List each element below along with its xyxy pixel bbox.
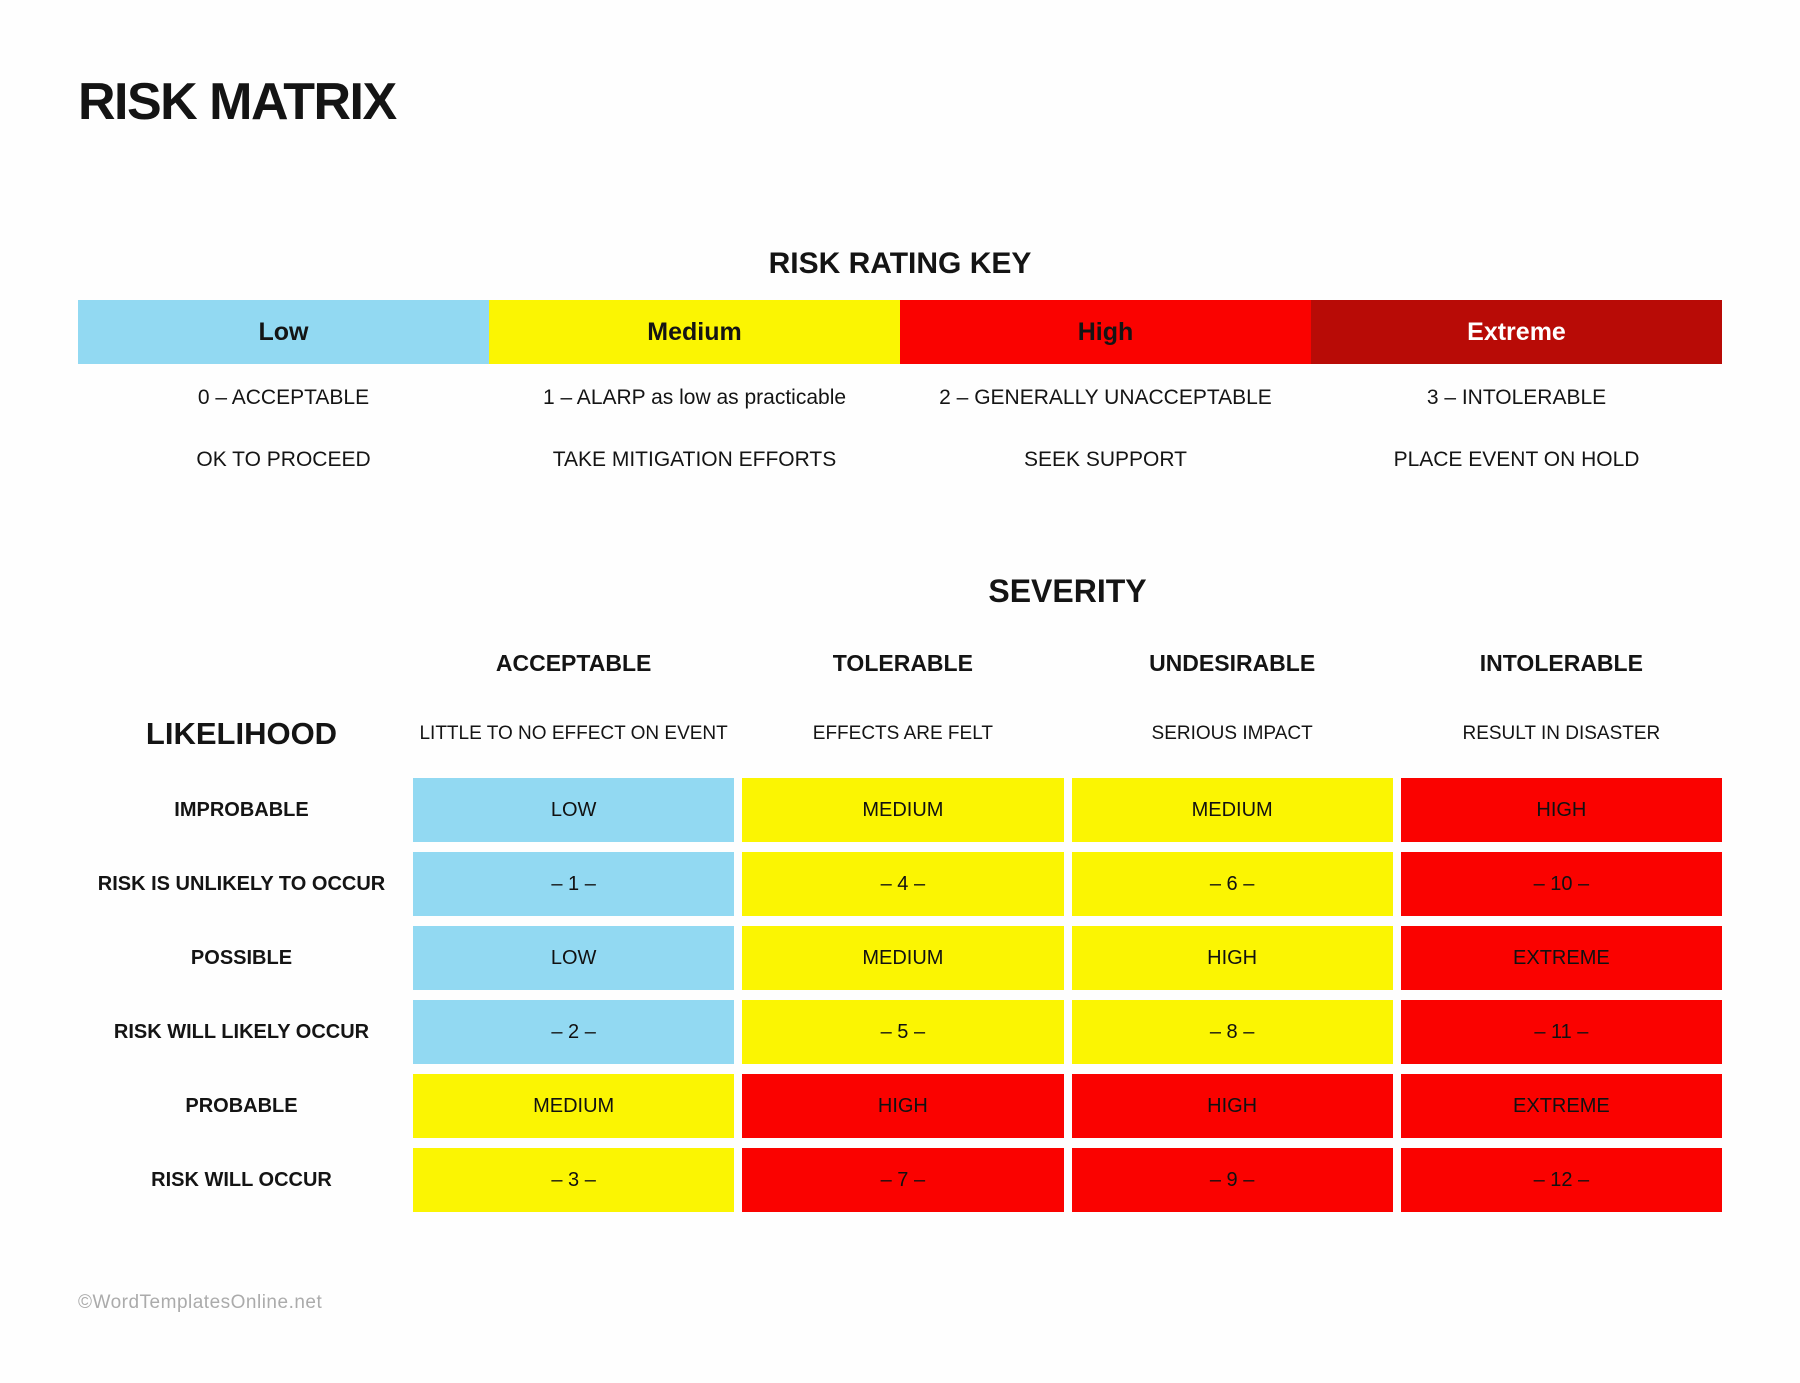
key-cell-medium: Medium	[489, 300, 900, 364]
row-label: RISK WILL LIKELY OCCUR	[113, 1020, 370, 1043]
matrix-cell: EXTREME	[1401, 1074, 1722, 1138]
matrix-cell: – 7 –	[742, 1148, 1063, 1212]
key-cell-low: Low	[78, 300, 489, 364]
severity-description-row	[78, 716, 1722, 752]
matrix-cell: – 4 –	[742, 852, 1063, 916]
severity-column-header-acceptable: ACCEPTABLE	[495, 650, 652, 676]
severity-heading: SEVERITY	[988, 573, 1147, 609]
matrix-cell: MEDIUM	[742, 926, 1063, 990]
matrix-cell: HIGH	[1072, 926, 1393, 990]
header-spacer	[78, 650, 405, 676]
matrix-cell: – 9 –	[1072, 1148, 1393, 1212]
matrix-cell: – 11 –	[1401, 1000, 1722, 1064]
matrix-cell: LOW	[413, 926, 734, 990]
severity-column-description-acceptable: LITTLE TO NO EFFECT ON EVENT	[419, 723, 728, 744]
matrix-cell: – 8 –	[1072, 1000, 1393, 1064]
key-rating-medium: 1 – ALARP as low as practicable	[542, 386, 847, 409]
rating-key-ratings-row	[78, 386, 1722, 410]
key-rating-high: 2 – GENERALLY UNACCEPTABLE	[939, 386, 1272, 409]
matrix-cell: EXTREME	[1401, 926, 1722, 990]
likelihood-heading: LIKELIHOOD	[145, 716, 338, 751]
key-action-extreme: PLACE EVENT ON HOLD	[1393, 448, 1640, 471]
matrix-cell: MEDIUM	[742, 778, 1063, 842]
page-title: RISK MATRIX	[78, 73, 396, 131]
severity-column-header-tolerable: TOLERABLE	[832, 650, 973, 676]
severity-column-description-undesirable: SERIOUS IMPACT	[1151, 723, 1313, 744]
rating-key-heading: RISK RATING KEY	[768, 247, 1032, 280]
rating-key-bar	[78, 300, 1722, 364]
matrix-cell: MEDIUM	[413, 1074, 734, 1138]
matrix-cell: LOW	[413, 778, 734, 842]
matrix-cell: – 2 –	[413, 1000, 734, 1064]
key-rating-low: 0 – ACCEPTABLE	[197, 386, 370, 409]
row-label: PROBABLE	[185, 1094, 298, 1117]
severity-header-row	[78, 650, 1722, 676]
key-cell-extreme: Extreme	[1311, 300, 1722, 364]
watermark: ©WordTemplatesOnline.net	[78, 1292, 323, 1313]
matrix-cell: MEDIUM	[1072, 778, 1393, 842]
severity-column-header-undesirable: UNDESIRABLE	[1149, 650, 1316, 676]
severity-column-description-tolerable: EFFECTS ARE FELT	[812, 723, 993, 744]
row-label: POSSIBLE	[190, 946, 293, 969]
matrix-cell: – 1 –	[413, 852, 734, 916]
key-cell-high: High	[900, 300, 1311, 364]
row-label: RISK WILL OCCUR	[151, 1168, 332, 1191]
matrix-cell: HIGH	[742, 1074, 1063, 1138]
matrix-cell: – 6 –	[1072, 852, 1393, 916]
key-action-low: OK TO PROCEED	[196, 448, 371, 471]
key-action-medium: TAKE MITIGATION EFFORTS	[552, 448, 837, 471]
row-label: IMPROBABLE	[174, 798, 309, 821]
key-rating-extreme: 3 – INTOLERABLE	[1426, 386, 1607, 409]
matrix-cell: HIGH	[1401, 778, 1722, 842]
severity-column-header-intolerable: INTOLERABLE	[1479, 650, 1643, 676]
matrix-cell: – 3 –	[413, 1148, 734, 1212]
severity-matrix-section	[78, 572, 1722, 1212]
risk-grid	[78, 778, 1722, 1212]
matrix-cell: – 10 –	[1401, 852, 1722, 916]
row-label: RISK IS UNLIKELY TO OCCUR	[97, 872, 386, 895]
risk-rating-key-section	[78, 246, 1722, 472]
matrix-cell: – 12 –	[1401, 1148, 1722, 1212]
key-action-high: SEEK SUPPORT	[1024, 448, 1187, 471]
rating-key-actions-row	[78, 448, 1722, 472]
matrix-cell: HIGH	[1072, 1074, 1393, 1138]
matrix-cell: – 5 –	[742, 1000, 1063, 1064]
severity-column-description-intolerable: RESULT IN DISASTER	[1462, 723, 1661, 744]
